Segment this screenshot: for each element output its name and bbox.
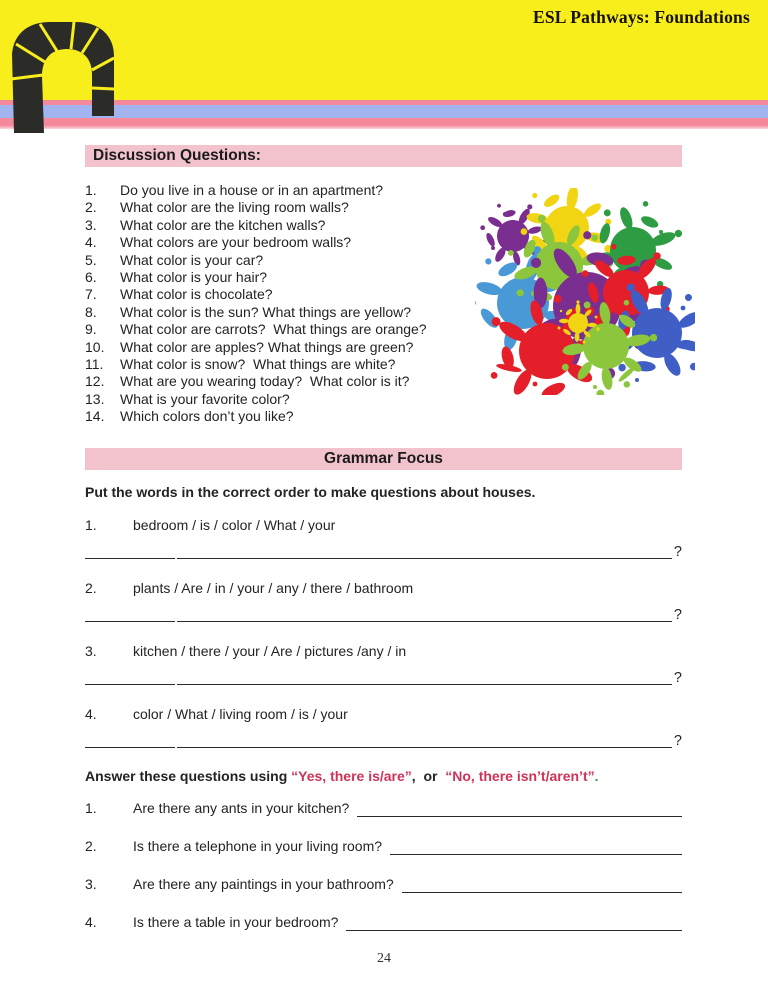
question-mark: ? [673,606,682,623]
question-text: What color is your car? [120,251,264,268]
no-phrase: “No, there isn’t/aren’t” [445,767,595,784]
question-text: What color is your hair? [120,269,268,286]
question-text: What color are carrots? What things are orange? [120,321,427,338]
grammar-heading-bar [85,448,682,470]
instruction-prefix: Answer these questions using [85,767,292,784]
question-number: 12. [85,373,105,390]
scramble-words: bedroom / is / color / What / your [133,516,336,533]
question-text: What color are apples? What things are green? [120,338,414,355]
question-text: What is your favorite color? [120,390,290,407]
answer-blank-line [85,606,682,623]
brand-title: ESL Pathways: Foundations [532,7,750,27]
scramble-item [85,643,682,685]
list-item [85,408,682,425]
stone-arch-logo-icon [8,12,120,133]
question-mark: ? [673,732,682,749]
question-number: 5. [85,251,97,268]
scramble-item [85,517,682,559]
paint-splatter-image [475,188,695,395]
answer-question-row [85,876,682,893]
answer-blank-line [402,879,682,893]
question-number: 13. [85,390,105,407]
answer-question-row [85,838,682,855]
answer-number: 4. [85,913,97,930]
answer-question-text: Are there any paintings in your bathroom? [133,875,394,892]
question-number: 7. [85,286,97,303]
question-number: 14. [85,408,105,425]
scramble-number: 2. [85,579,97,596]
question-text: What color is the sun? What things are yellow? [120,303,412,320]
answer-blank-line [85,669,682,686]
or-text: , or [411,767,446,784]
answer-blank-line [390,841,682,855]
question-text: What color are the living room walls? [120,199,349,216]
question-number: 2. [85,199,97,216]
answer-blank-line [85,732,682,749]
scramble-words: kitchen / there / your / Are / pictures /any / in [133,642,407,659]
answer-blank-line [346,917,682,931]
instruction-period: . [594,767,599,784]
question-text: Do you live in a house or in an apartment? [120,182,384,198]
question-number: 6. [85,269,97,286]
question-text: What color is chocolate? [120,286,273,303]
scramble-words: color / What / living room / is / your [133,705,348,722]
discussion-heading-bar [85,145,682,167]
answer-question-row [85,800,682,817]
grammar-instruction: Put the words in the correct order to make questions about houses. [85,483,536,500]
question-mark: ? [673,669,682,686]
question-number: 8. [85,303,97,320]
answer-number: 2. [85,837,97,854]
scramble-number: 3. [85,642,97,659]
question-text: What are you wearing today? What color is it? [120,373,410,390]
question-text: What colors are your bedroom walls? [120,234,352,251]
scramble-words: plants / Are / in / your / any / there / bathroom [133,579,414,596]
question-number: 10. [85,338,105,355]
question-mark: ? [673,543,682,560]
answer-instruction [85,768,682,784]
answer-question-text: Is there a telephone in your living room? [133,837,383,854]
grammar-heading: Grammar Focus [324,449,443,467]
scramble-number: 1. [85,516,97,533]
discussion-heading: Discussion Questions: [93,147,261,164]
answer-question-text: Are there any ants in your kitchen? [133,799,350,816]
answer-blank-line [357,803,682,817]
yes-phrase: “Yes, there is/are” [291,767,412,784]
page-number: 24 [377,951,391,966]
question-number: 1. [85,182,97,198]
question-text: Which colors don’t you like? [120,408,294,425]
scramble-item [85,580,682,622]
question-text: What color is snow? What things are white? [120,356,396,373]
answer-question-text: Is there a table in your bedroom? [133,913,339,930]
question-text: What color are the kitchen walls? [120,216,326,233]
question-number: 4. [85,234,97,251]
answer-question-row [85,914,682,931]
answer-number: 1. [85,799,97,816]
scramble-item [85,706,682,748]
question-number: 11. [85,356,104,373]
question-number: 9. [85,321,97,338]
answer-blank-line [85,543,682,560]
answer-number: 3. [85,875,97,892]
scramble-number: 4. [85,705,97,722]
question-number: 3. [85,216,97,233]
